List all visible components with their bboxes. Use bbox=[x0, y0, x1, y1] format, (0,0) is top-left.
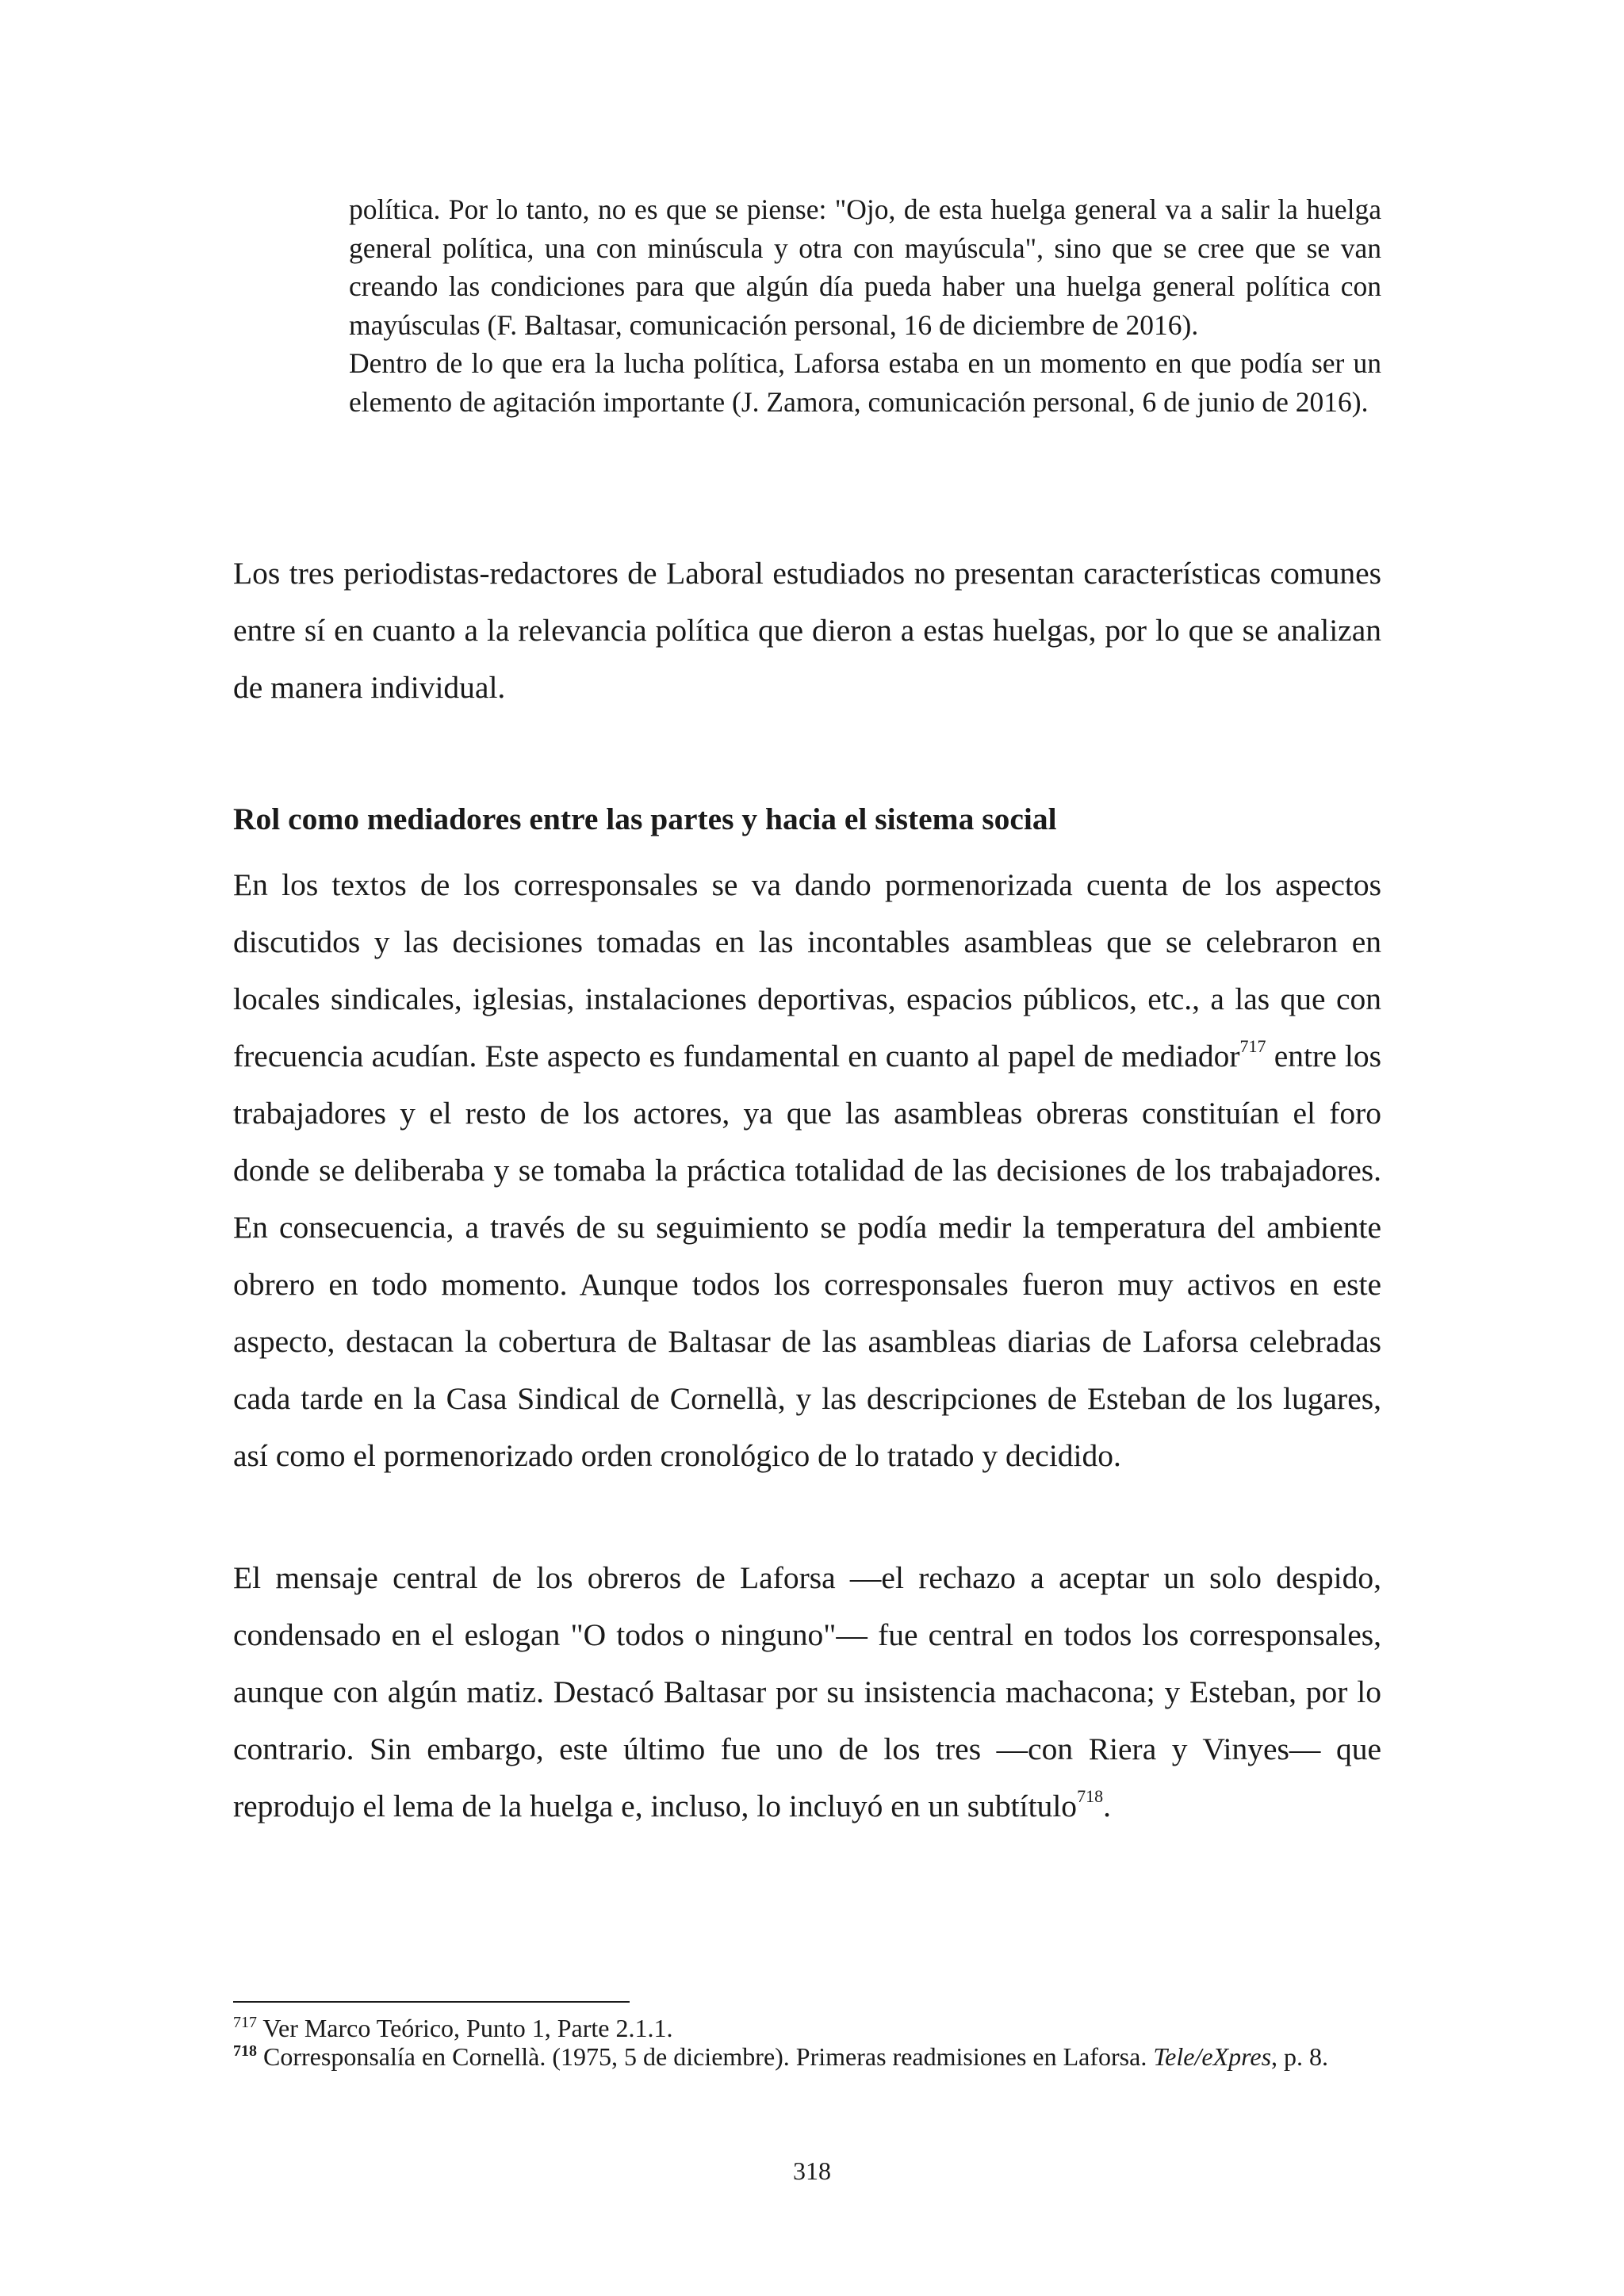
footnote-source-title: Tele/eXpres bbox=[1153, 2042, 1272, 2071]
quote-paragraph-2: Dentro de lo que era la lucha política, Laforsa estaba en un momento en que podía ser un elemento de agitación importante (J. Zamora, comunicación personal, 6 de junio de 2016). bbox=[349, 347, 1381, 418]
footnote-ref-717[interactable]: 717 bbox=[1239, 1036, 1266, 1056]
footnote-text-717: Ver Marco Teórico, Punto 1, Parte 2.1.1. bbox=[257, 2014, 673, 2042]
footnote-separator bbox=[233, 2001, 630, 2003]
body-paragraph-2 bbox=[233, 856, 1381, 1484]
paragraph-2-text-b: entre los trabajadores y el resto de los actores, ya que las asambleas obreras constituían el foro donde se deliberaba y se tomaba la práctica totalidad de las decisiones de los trabajadores. En consecuencia, a través de su seguimiento se podía medir la temperatura del ambiente obrero en todo momento. Aunque todos los corresponsales fueron muy activos en este aspecto, destacan la cobertura de Baltasar de las asambleas diarias de Laforsa celebradas cada tarde en la Casa Sindical de Cornellà, y las descripciones de Esteban de los lugares, así como el pormenorizado orden cronológico de lo tratado y decidido. bbox=[233, 1039, 1381, 1473]
footnote-717 bbox=[233, 2014, 1381, 2042]
body-paragraph-1: Los tres periodistas-redactores de Laboral estudiados no presentan características comunes entre sí en cuanto a la relevancia política que dieron a estas huelgas, por lo que se analizan de manera individual. bbox=[233, 556, 1381, 705]
body-paragraph-3 bbox=[233, 1549, 1381, 1835]
section-heading: Rol como mediadores entre las partes y hacia el sistema social bbox=[233, 802, 1057, 836]
footnote-number-717: 717 bbox=[233, 2014, 257, 2031]
footnote-number-718: 718 bbox=[233, 2042, 257, 2060]
paragraph-2-text-a: En los textos de los corresponsales se va dando pormenorizada cuenta de los aspectos discutidos y las decisiones tomadas en las incontables asambleas que se celebraron en locales sindicales, iglesias, instalaciones deportivas, espacios públicos, etc., a las que con frecuencia acudían. Este aspecto es fundamental en cuanto al papel de mediador bbox=[233, 867, 1381, 1073]
footnotes bbox=[233, 2014, 1381, 2071]
paragraph-3-text-b: . bbox=[1103, 1789, 1111, 1823]
footnote-text-718-b: , p. 8. bbox=[1271, 2042, 1329, 2071]
quote-paragraph-1: política. Por lo tanto, no es que se piense: "Ojo, de esta huelga general va a salir la huelga general política, una con minúscula y otra con mayúscula", sino que se cree que se van creando las condiciones para que algún día pueda haber una huelga general política con mayúsculas (F. Baltasar, comunicación personal, 16 de diciembre de 2016). bbox=[349, 193, 1381, 341]
footnote-718 bbox=[233, 2042, 1381, 2071]
block-quote bbox=[349, 190, 1381, 422]
footnote-text-718-a: Corresponsalía en Cornellà. (1975, 5 de diciembre). Primeras readmisiones en Laforsa. bbox=[257, 2042, 1154, 2071]
page-number: 318 bbox=[793, 2156, 831, 2185]
footnote-ref-718[interactable]: 718 bbox=[1077, 1786, 1104, 1806]
paragraph-3-text-a: El mensaje central de los obreros de Laforsa —el rechazo a aceptar un solo despido, condensado en el eslogan "O todos o ninguno"— fue central en todos los corresponsales, aunque con algún matiz. Destacó Baltasar por su insistencia machacona; y Esteban, por lo contrario. Sin embargo, este último fue uno de los tres —con Riera y Vinyes— que reprodujo el lema de la huelga e, incluso, lo incluyó en un subtítulo bbox=[233, 1560, 1381, 1823]
